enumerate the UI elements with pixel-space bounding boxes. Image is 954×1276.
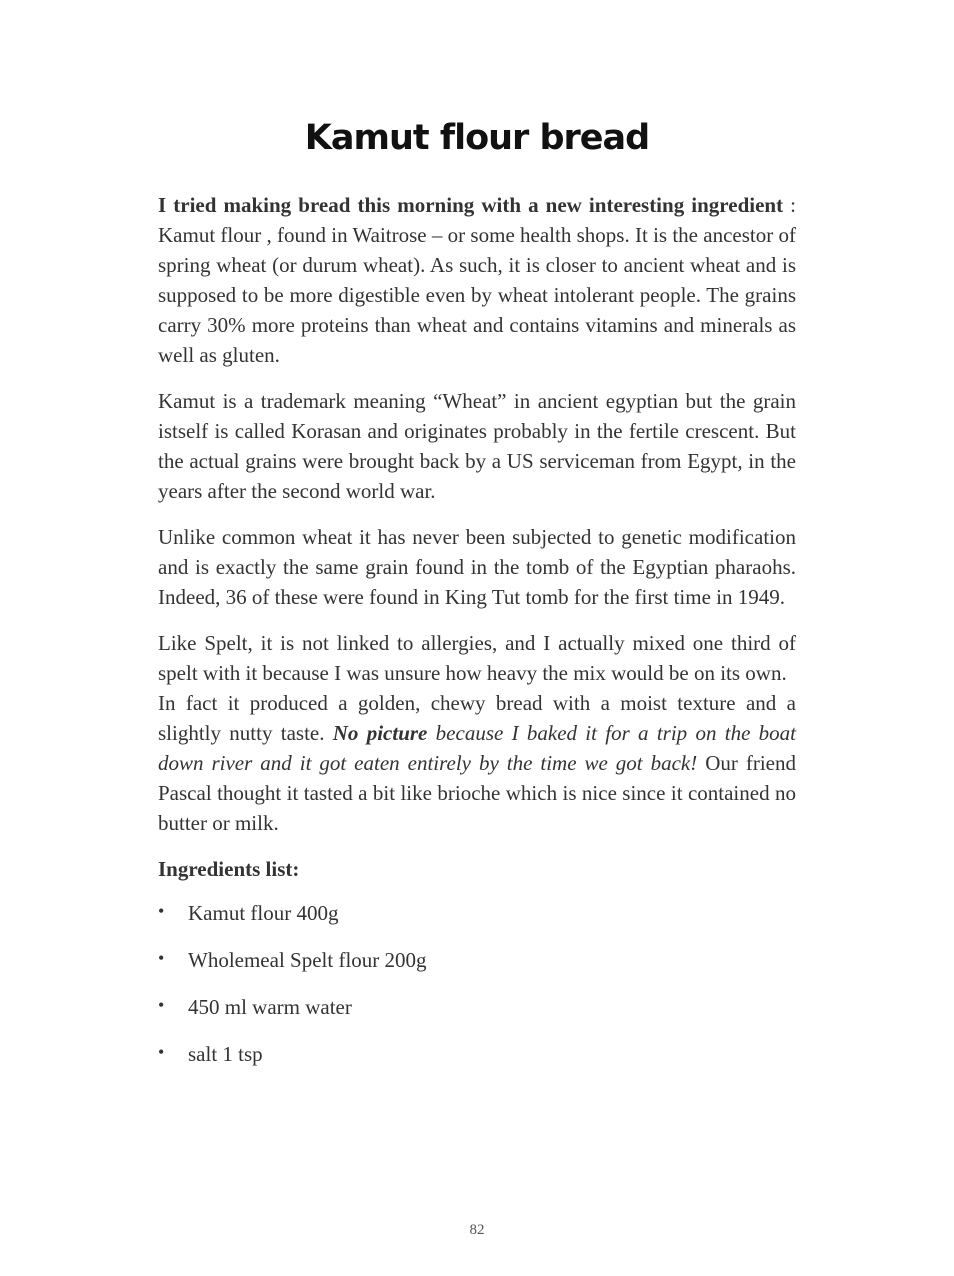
intro-bold-text: I tried making bread this morning with a new interesting ingredient [158, 193, 784, 217]
list-item [158, 992, 796, 1022]
paragraph-intro [158, 190, 796, 370]
page-number: 82 [469, 1222, 485, 1238]
page-title: Kamut flour bread [304, 118, 650, 158]
paragraph-history: Unlike common wheat it has never been subjected to genetic modification and is exactly the same grain found in the tomb of the Egyptian pharaohs. Indeed, 36 of these were found in King Tut tomb for the first time in 1949. [158, 525, 796, 609]
intro-text: : Kamut flour , found in Waitrose – or some health shops. It is the ancestor of spring wheat (or durum wheat). As such, it is closer to ancient wheat and is supposed to be more digestible even by wheat intolerant people. The grains carry 30% more proteins than wheat and contains vitamins and minerals as well as gluten. [158, 193, 796, 367]
ingredient-text: Kamut flour 400g [188, 901, 339, 925]
paragraph-spelt: Like Spelt, it is not linked to allergies, and I actually mixed one third of spelt with it because I was unsure how heavy the mix would be on its own. [158, 631, 796, 685]
ingredients-heading: Ingredients list: [158, 857, 300, 881]
bullet-icon: • [158, 1042, 165, 1062]
article-body [158, 190, 796, 1086]
ingredient-text: salt 1 tsp [188, 1042, 263, 1066]
list-item [158, 945, 796, 975]
paragraph-result [158, 688, 796, 838]
ingredients-list [158, 898, 796, 1069]
list-item [158, 1039, 796, 1069]
result-italic-text: because I baked it for a trip on the boat down river and it got eaten entirely by the time we got back! [158, 721, 797, 775]
ingredient-text: Wholemeal Spelt flour 200g [188, 948, 427, 972]
bullet-icon: • [158, 901, 165, 921]
paragraph-trademark: Kamut is a trademark meaning “Wheat” in ancient egyptian but the grain istself is called Korasan and originates probably in the fertile crescent. But the actual grains were brought back by a US serviceman from Egypt, in the years after the second world war. [158, 389, 796, 503]
result-text-start: In fact it produced a golden, chewy bread with a moist texture and a slightly nutty taste. [158, 691, 796, 745]
result-text-end: Our friend Pascal thought it tasted a bit like brioche which is nice since it contained no butter or milk. [158, 751, 796, 835]
ingredient-text: 450 ml warm water [188, 995, 352, 1019]
bullet-icon: • [158, 948, 165, 968]
bullet-icon: • [158, 995, 165, 1015]
list-item [158, 898, 796, 928]
no-picture-emphasis: No picture [332, 721, 428, 745]
